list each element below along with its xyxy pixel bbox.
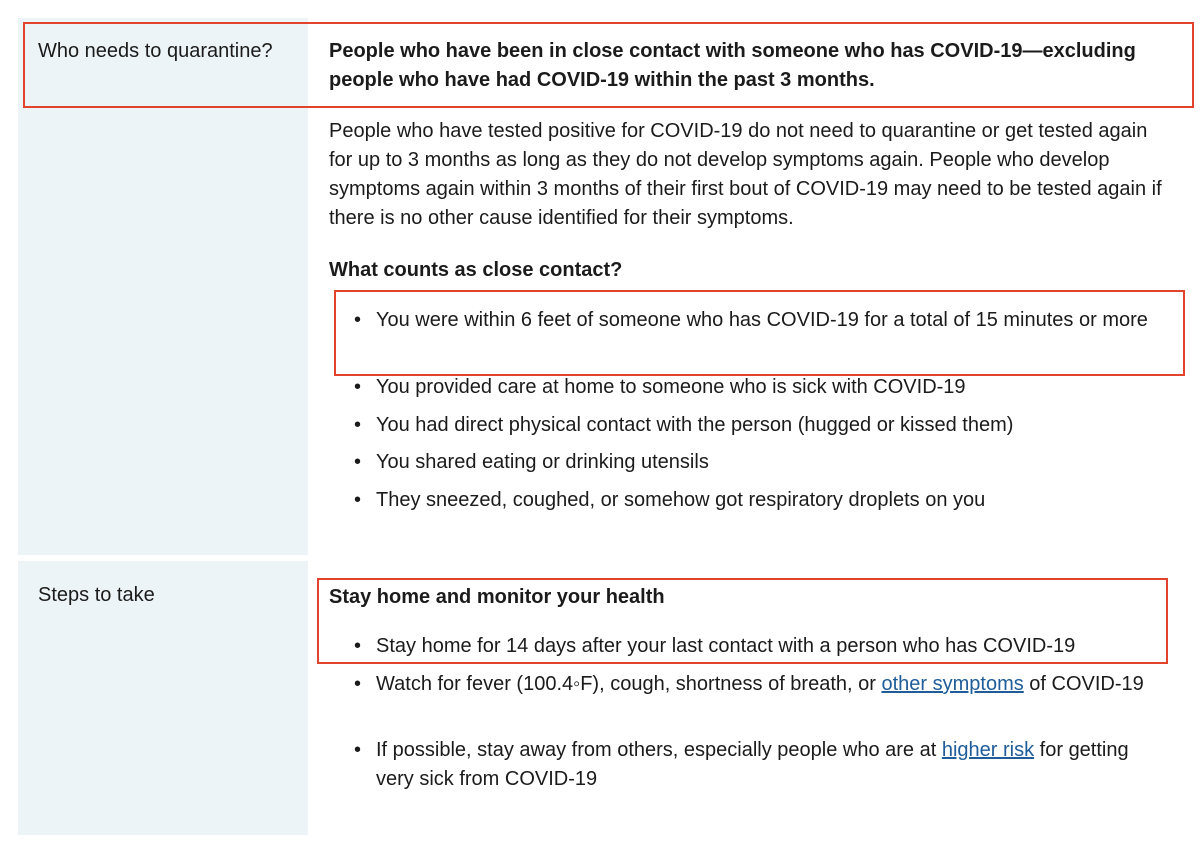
list-item: • Stay home for 14 days after your last contact with a person who has COVID-19 <box>376 632 1166 661</box>
list-item: • They sneezed, coughed, or somehow got respiratory droplets on you <box>376 486 1166 515</box>
higher-risk-link[interactable]: higher risk <box>941 739 1035 761</box>
other-symptoms-link[interactable]: other symptoms <box>881 673 1024 695</box>
list-item-text: Watch for fever (100.4◦F), cough, shortness of breath, or <box>376 673 882 695</box>
list-item <box>376 736 1166 794</box>
list-item-text: of COVID-19 <box>1023 673 1144 695</box>
list-item: • You provided care at home to someone who is sick with COVID-19 <box>376 373 1166 402</box>
list-item-text: If possible, stay away from others, especially people who are at <box>376 739 942 761</box>
list-item <box>376 670 1166 699</box>
steps-row-label: Steps to take <box>38 584 155 606</box>
steps-heading: Stay home and monitor your health <box>329 586 665 608</box>
list-item: • You had direct physical contact with the person (hugged or kissed them) <box>376 411 1166 440</box>
quarantine-row-label: Who needs to quarantine? <box>38 40 273 62</box>
steps-label-cell <box>18 561 308 835</box>
close-contact-heading: What counts as close contact? <box>329 259 623 281</box>
quarantine-paragraph: People who have tested positive for COVID-19 do not need to quarantine or get tested again for up to 3 months as long as they do not develop symptoms again. People who develop symptoms again within 3 months of their first bout of COVID-19 may need to be tested again if there is no other cause identified for their symptoms. <box>329 120 1162 229</box>
list-item-text: for getting very sick from COVID-19 <box>376 739 1129 790</box>
list-item: • You were within 6 feet of someone who has COVID-19 for a total of 15 minutes or more <box>376 306 1166 335</box>
quarantine-lead-text: People who have been in close contact with someone who has COVID-19—excluding people who have had COVID-19 within the past 3 months. <box>329 40 1136 91</box>
list-item: • You shared eating or drinking utensils <box>376 448 1166 477</box>
quarantine-label-cell <box>18 18 308 555</box>
